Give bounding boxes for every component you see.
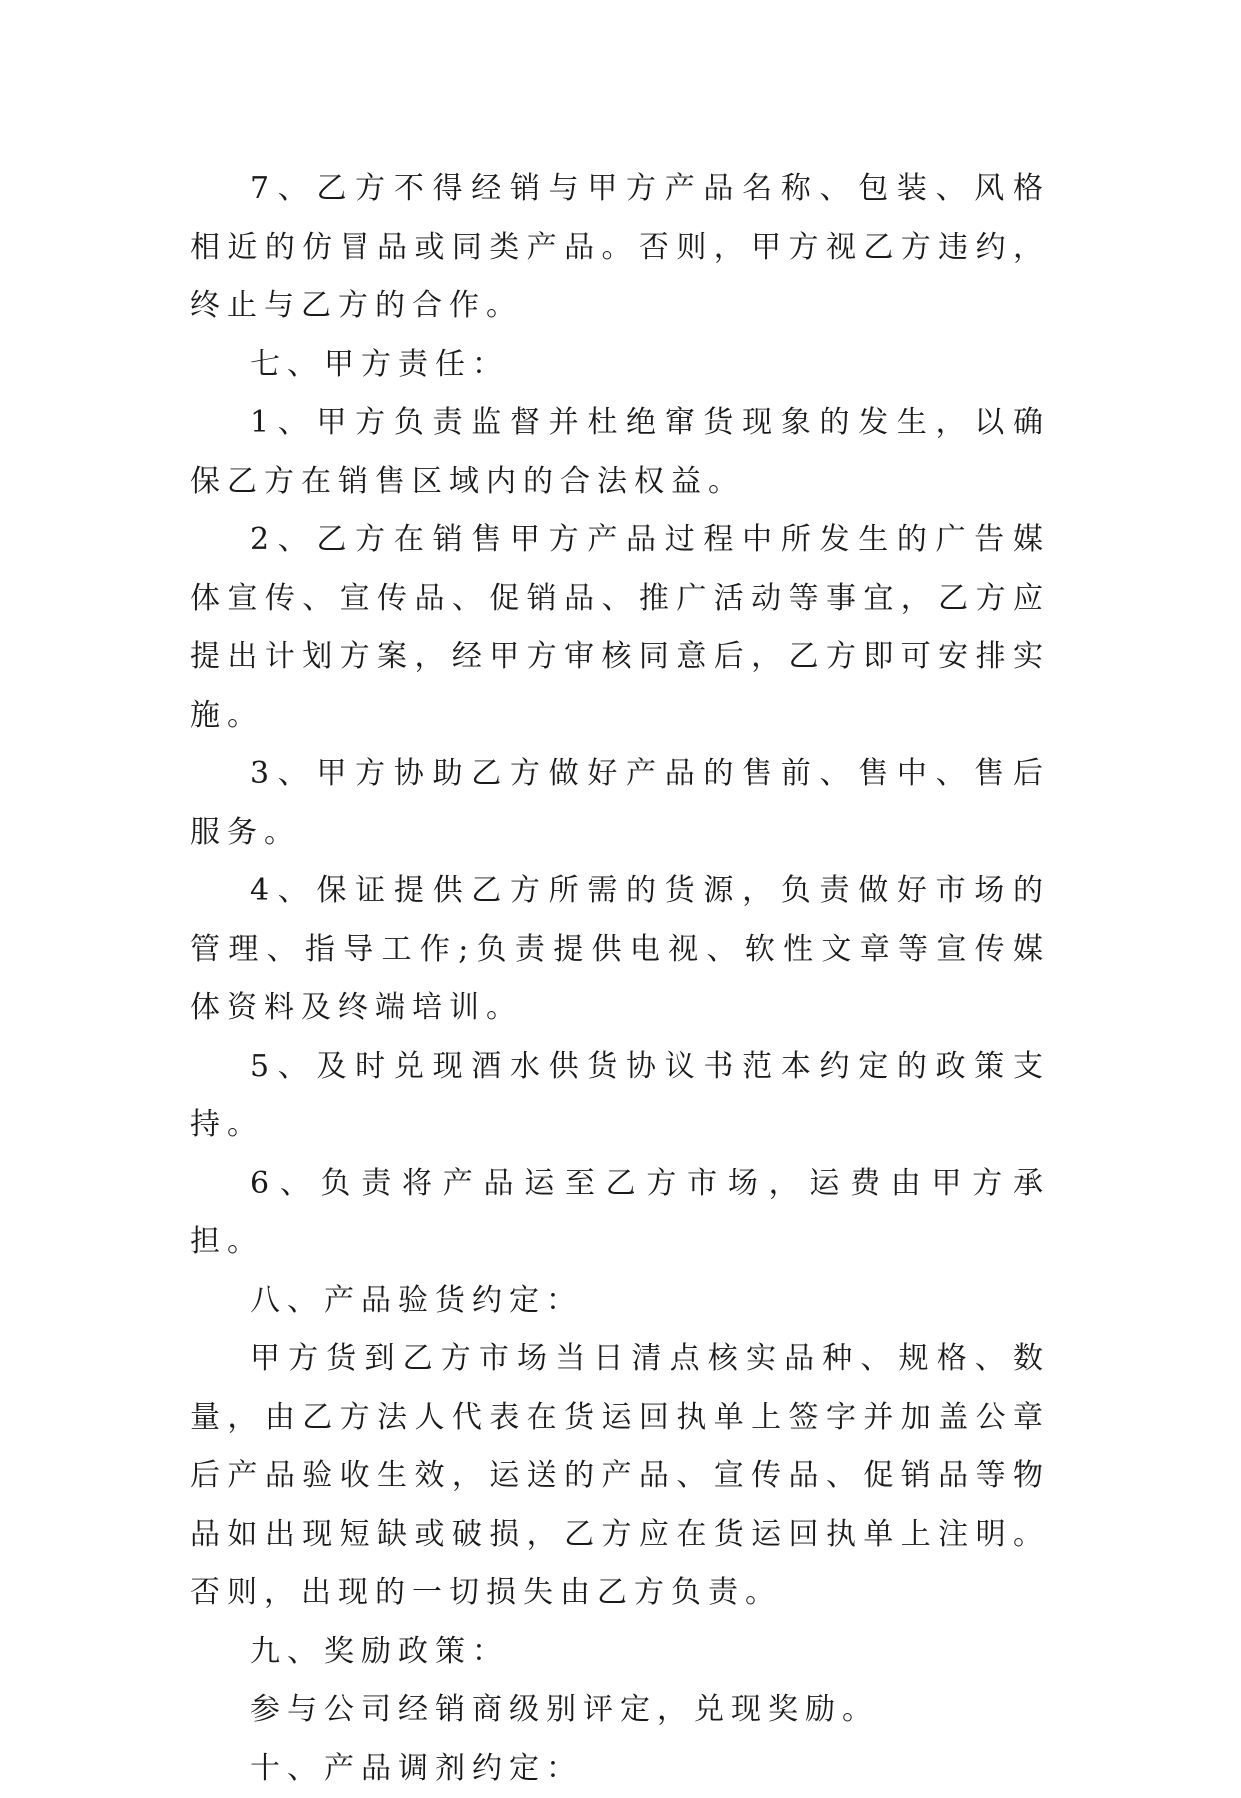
paragraph-party-a-4: 4、保证提供乙方所需的货源，负责做好市场的管理、指导工作;负责提供电视、软性文章等宣传媒体资料及终端培训。 bbox=[190, 862, 1050, 1038]
section-heading-inspection: 八、产品验货约定： bbox=[190, 1272, 1050, 1331]
section-heading-rewards: 九、奖励政策： bbox=[190, 1623, 1050, 1682]
section-heading-product-adjustment: 十、产品调剂约定： bbox=[190, 1740, 1050, 1798]
paragraph-party-a-6: 6、负责将产品运至乙方市场，运费由甲方承担。 bbox=[190, 1155, 1050, 1272]
document-body bbox=[190, 160, 1050, 1798]
paragraph-party-a-3: 3、甲方协助乙方做好产品的售前、售中、售后服务。 bbox=[190, 745, 1050, 862]
paragraph-clause-7: 7、乙方不得经销与甲方产品名称、包装、风格相近的仿冒品或同类产品。否则，甲方视乙方违约，终止与乙方的合作。 bbox=[190, 160, 1050, 336]
paragraph-inspection: 甲方货到乙方市场当日清点核实品种、规格、数量，由乙方法人代表在货运回执单上签字并加盖公章后产品验收生效，运送的产品、宣传品、促销品等物品如出现短缺或破损，乙方应在货运回执单上注明。否则，出现的一切损失由乙方负责。 bbox=[190, 1330, 1050, 1623]
section-heading-party-a-responsibilities: 七、甲方责任： bbox=[190, 336, 1050, 395]
paragraph-party-a-1: 1、甲方负责监督并杜绝窜货现象的发生，以确保乙方在销售区域内的合法权益。 bbox=[190, 394, 1050, 511]
paragraph-party-a-2: 2、乙方在销售甲方产品过程中所发生的广告媒体宣传、宣传品、促销品、推广活动等事宜，乙方应提出计划方案，经甲方审核同意后，乙方即可安排实施。 bbox=[190, 511, 1050, 745]
paragraph-rewards: 参与公司经销商级别评定，兑现奖励。 bbox=[190, 1681, 1050, 1740]
paragraph-party-a-5: 5、及时兑现酒水供货协议书范本约定的政策支持。 bbox=[190, 1038, 1050, 1155]
